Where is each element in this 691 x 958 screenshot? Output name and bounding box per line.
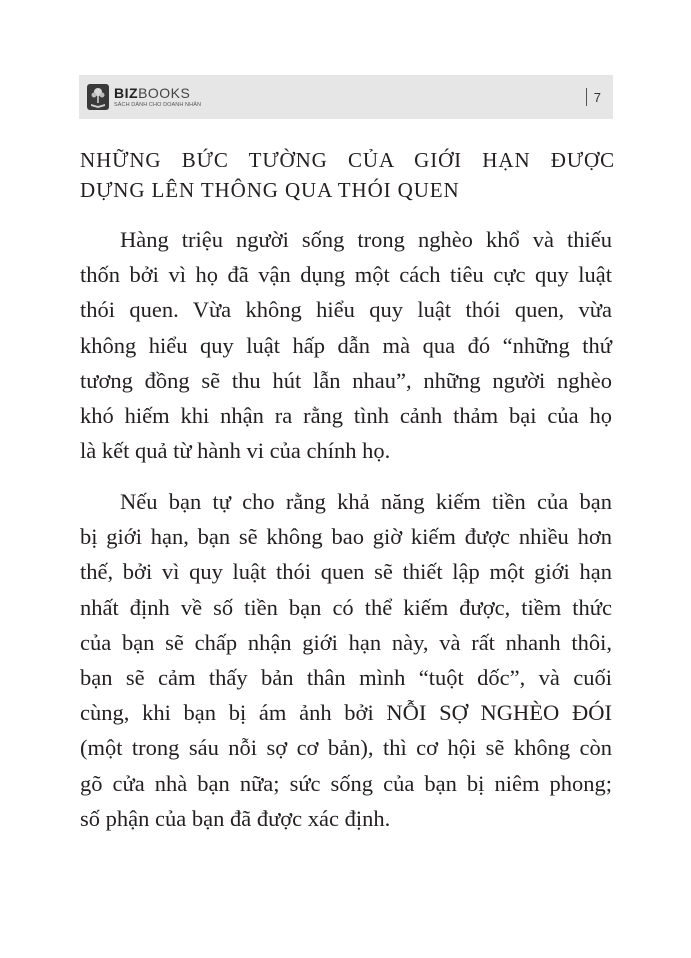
text-line: Hàng triệu người sống trong nghèo khổ và thiếu xyxy=(120,227,612,252)
heading-line: NHỮNG BỨC TƯỜNG CỦA GIỚI HẠN ĐƯỢC xyxy=(80,148,615,172)
page-header xyxy=(79,75,613,119)
text-line: nhất định về số tiền bạn có thể kiếm được, tiềm thức xyxy=(80,594,612,620)
brand-tagline: SÁCH DÀNH CHO DOANH NHÂN xyxy=(114,101,202,108)
text-line: thốn bởi vì họ đã vận dụng một cách tiêu cực quy luật xyxy=(80,262,612,288)
heading-line: DỰNG LÊN THÔNG QUA THÓI QUEN xyxy=(80,178,460,202)
text-line: của bạn sẽ chấp nhận giới hạn này, và rất nhanh thôi, xyxy=(80,629,612,655)
page-number-block xyxy=(586,88,601,106)
text-line: gõ cửa nhà bạn nữa; sức sống của bạn bị niêm phong; xyxy=(80,770,612,796)
body-paragraph-2 xyxy=(80,484,612,836)
page-number-divider xyxy=(586,88,587,106)
text-line: không hiểu quy luật hấp dẫn mà qua đó “những thứ xyxy=(80,332,612,358)
text-line: là kết quả từ hành vi của chính họ. xyxy=(80,438,391,464)
bizbooks-logo xyxy=(87,81,201,113)
text-line: cùng, khi bạn bị ám ảnh bởi NỖI SỢ NGHÈO ĐÓI xyxy=(80,700,612,726)
text-line: Nếu bạn tự cho rằng khả năng kiếm tiền của bạn xyxy=(120,489,612,514)
text-line: bạn sẽ cảm thấy bản thân mình “tuột dốc”, và cuối xyxy=(80,665,612,691)
brand-name: BIZBOOKS xyxy=(114,84,191,101)
text-line: bị giới hạn, bạn sẽ không bao giờ kiếm được nhiều hơn xyxy=(80,524,612,550)
tree-book-icon xyxy=(87,84,109,110)
text-line: thế, bởi vì quy luật thói quen sẽ thiết lập một giới hạn xyxy=(80,559,612,585)
section-heading xyxy=(80,145,615,205)
page-number: 7 xyxy=(593,89,601,105)
text-line: (một trong sáu nỗi sợ cơ bản), thì cơ hội sẽ không còn xyxy=(80,735,612,761)
text-line: thói quen. Vừa không hiểu quy luật thói quen, vừa xyxy=(80,297,612,323)
text-line: tương đồng sẽ thu hút lẫn nhau”, những người nghèo xyxy=(80,367,612,393)
text-line: số phận của bạn đã được xác định. xyxy=(80,805,391,831)
body-paragraph-1 xyxy=(80,222,612,468)
text-line: khó hiếm khi nhận ra rằng tình cảnh thảm bại của họ xyxy=(80,403,612,429)
